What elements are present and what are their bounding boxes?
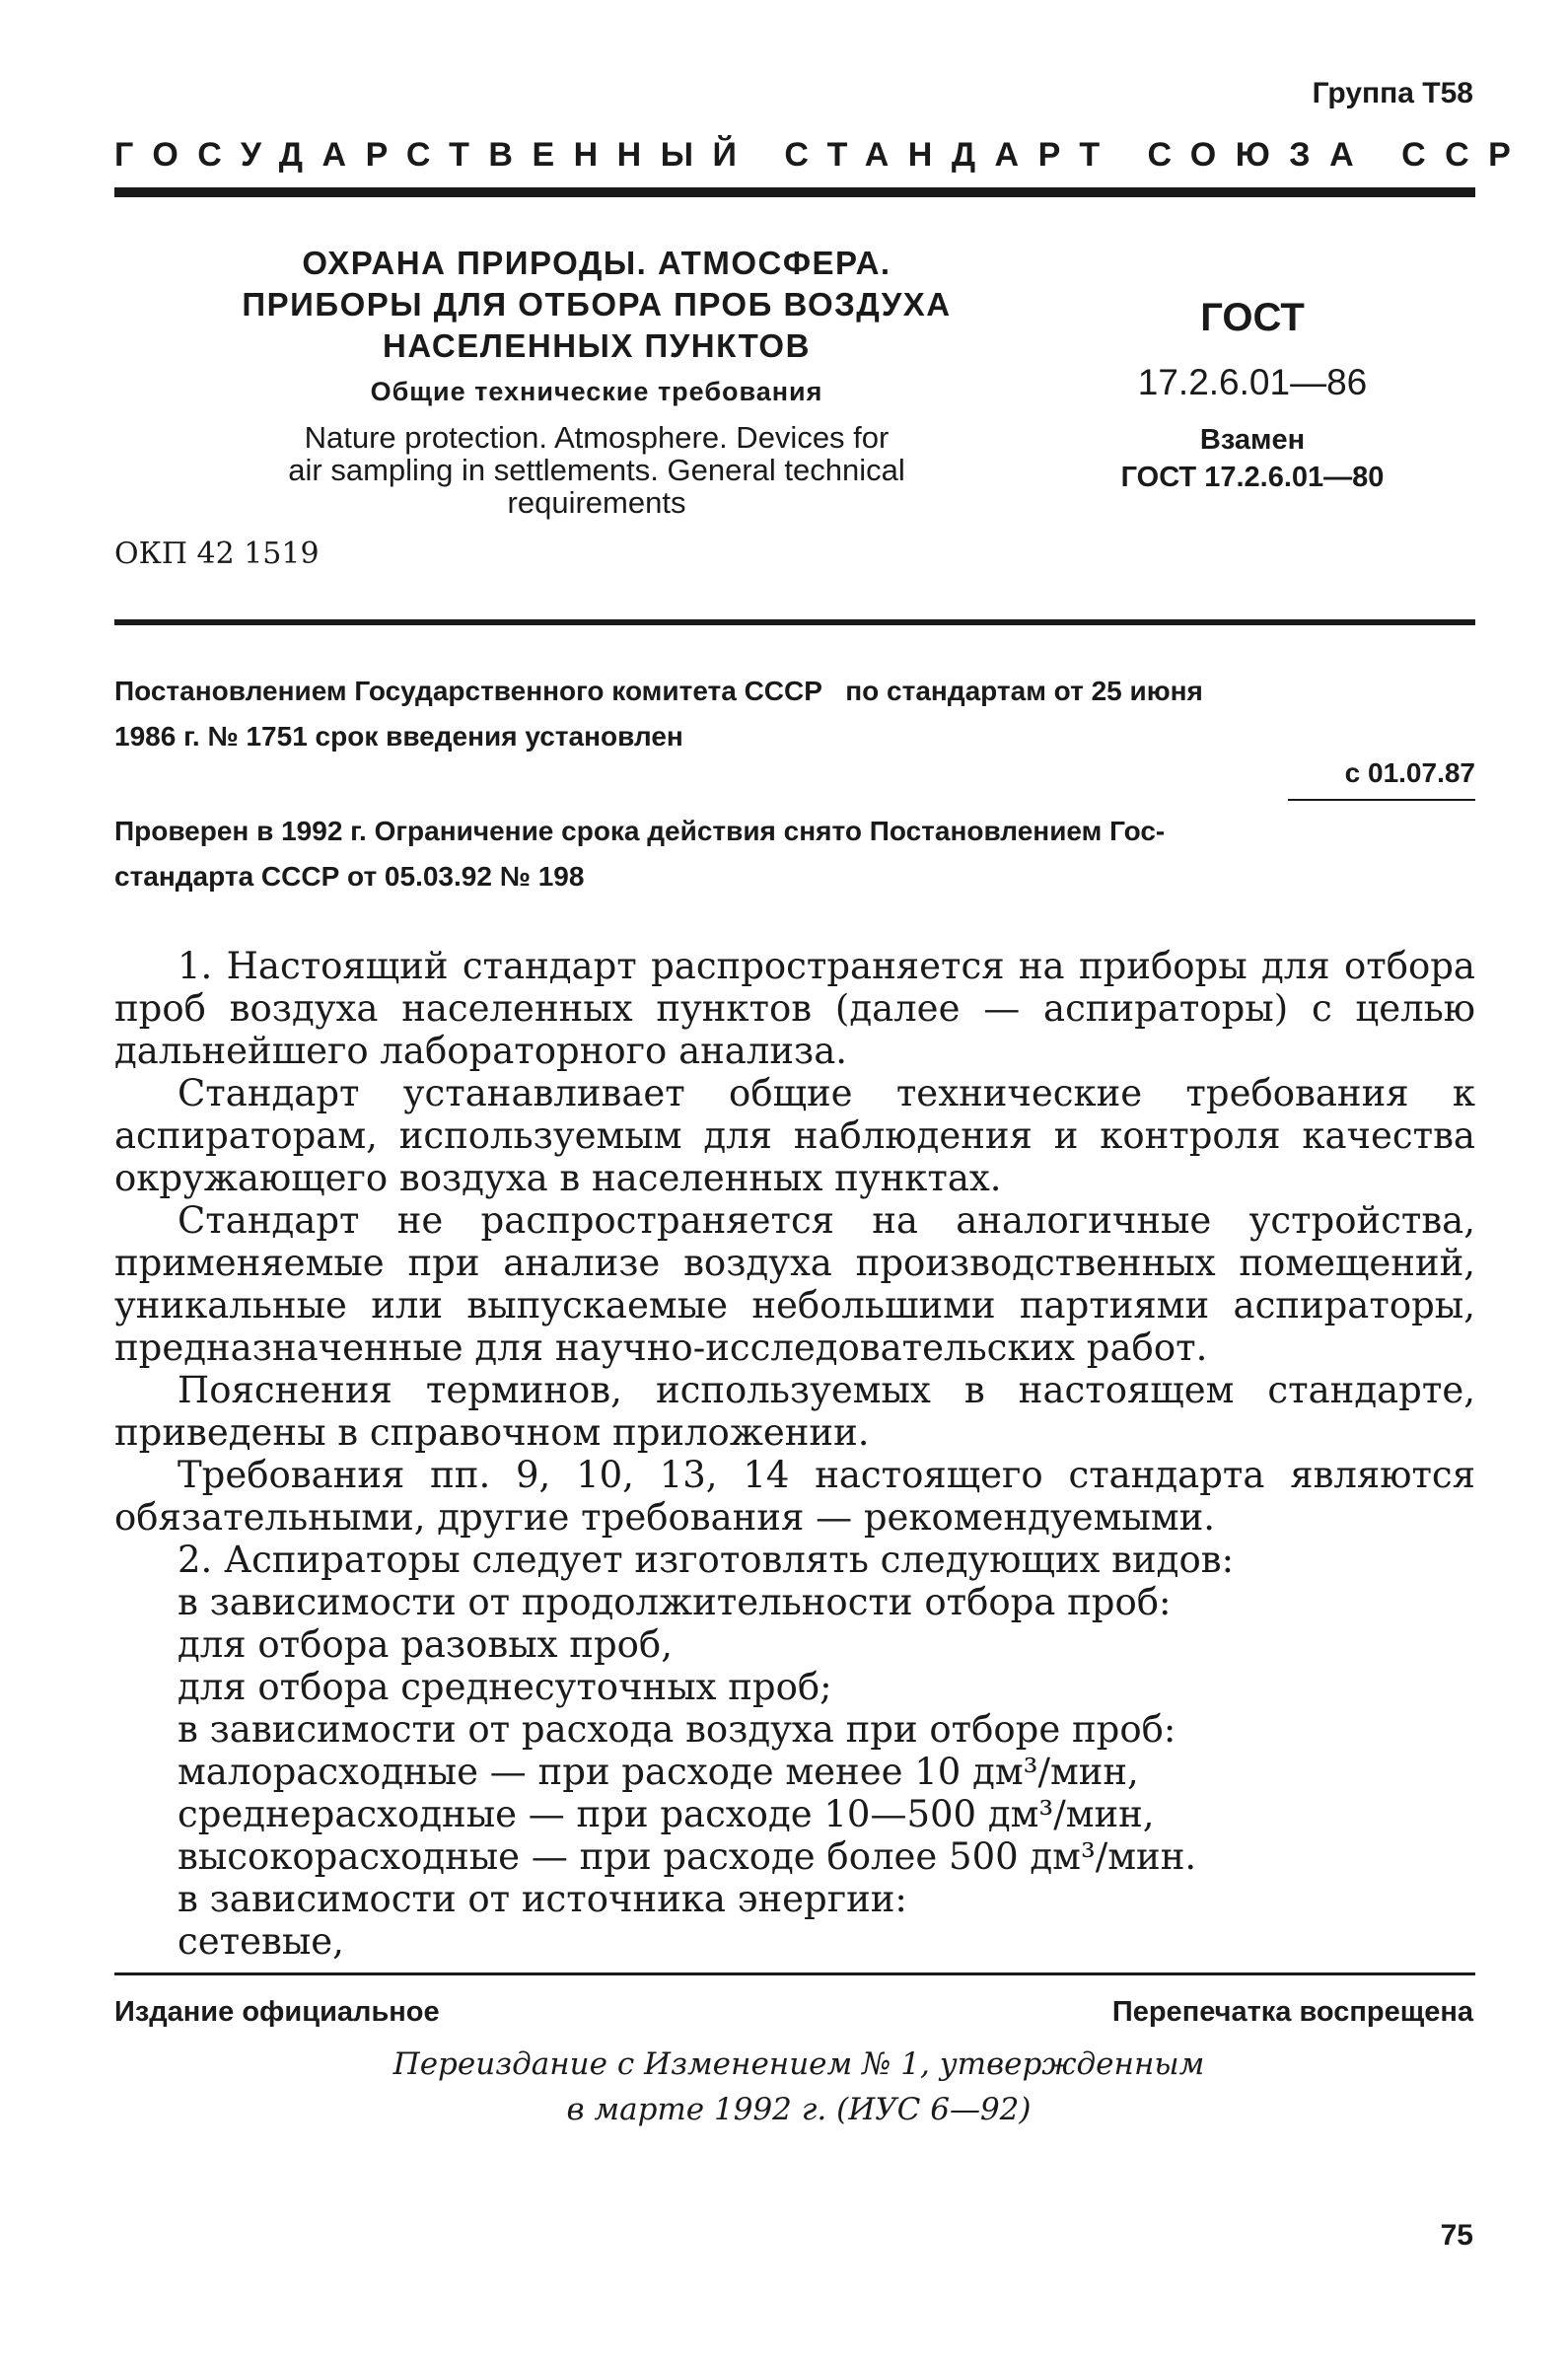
decree-line-2: 1986 г. № 1751 срок введения установлен [114,721,683,752]
title-english [197,421,996,519]
gost-block [1085,296,1420,496]
gost-instead [1085,421,1420,496]
paragraph-1: 1. Настоящий стандарт распространяется на приборы для отбора проб воздуха населенных пунктов (далее — аспираторы) с целью дальнейшего лабораторного анализа. [114,945,1475,1072]
date-rule [1288,799,1475,801]
gost-instead-number: ГОСТ 17.2.6.01—80 [1120,462,1385,493]
paragraph-4: Пояснения терминов, используемых в настоящем стандарте, приведены в справочном приложении. [114,1369,1475,1454]
page-number: 75 [1440,2219,1473,2252]
list-item: для отбора разовых проб, [178,1623,673,1666]
title-line-1: ОХРАНА ПРИРОДЫ. АТМОСФЕРА. [302,245,891,281]
body-text [114,945,1475,1963]
paragraph-3: Стандарт не распространяется на аналогичные устройства, применяемые при анализе воздуха производственных помещений, уникальные или выпускаемые небольшими партиями аспираторы, предназначенные для научно-исследовательских работ. [114,1199,1475,1369]
title-english-line-3: requirements [507,485,686,520]
title-rule [114,619,1475,625]
okp-code: ОКП 42 1519 [114,537,320,571]
title-line-2: ПРИБОРЫ ДЛЯ ОТБОРА ПРОБ ВОЗДУХА [242,286,952,323]
gost-word: ГОСТ [1200,296,1305,339]
title-english-line-2: air sampling in settlements. General technical [288,453,905,487]
list-item: в зависимости от продолжительности отбора проб: [178,1581,1172,1623]
state-standard-heading: ГОСУДАРСТВЕННЫЙ СТАНДАРТ СОЮЗА ССР [114,136,1531,174]
list-item: в зависимости от расхода воздуха при отборе проб: [178,1708,1176,1751]
decree-date: с 01.07.87 [1344,757,1475,788]
list-item: в зависимости от источника энергии: [178,1878,907,1920]
list-item: высокорасходные — при расходе более 500 дм³/мин. [178,1835,1197,1878]
list-item: малорасходные — при расходе менее 10 дм³/мин, [178,1751,1139,1793]
header-rule [114,187,1475,197]
gost-instead-label: Взамен [1199,424,1306,456]
title-line-3: НАСЕЛЕННЫХ ПУНКТОВ [383,327,811,364]
title-block [197,243,996,519]
reissue-note-line-2: в марте 1992 г. (ИУС 6—92) [566,2092,1032,2127]
official-edition: Издание официальное [114,1996,440,2028]
list-item: среднерасходные — при расходе 10—500 дм³/мин, [178,1793,1155,1835]
title-subtitle: Общие технические требования [370,377,823,406]
types-list [114,1581,1475,1963]
reprint-prohibited: Перепечатка воспрещена [1111,1996,1473,2028]
check-block [114,809,1475,899]
paragraph-6: 2. Аспираторы следует изготовлять следующих видов: [178,1539,1235,1581]
group-label: Группа Т58 [1312,77,1473,109]
title-english-line-1: Nature protection. Atmosphere. Devices for [304,420,890,455]
check-line-2: стандарта СССР от 05.03.92 № 198 [114,861,585,892]
list-item: для отбора среднесуточных проб; [178,1666,832,1708]
check-line-1: Проверен в 1992 г. Ограничение срока действия снято Постановлением Гос- [114,816,1166,846]
decree-line-1: Постановлением Государственного комитета СССР по стандартам от 25 июня [114,676,1203,706]
gost-number: 17.2.6.01—86 [1137,362,1368,402]
paragraph-5: Требования пп. 9, 10, 13, 14 настоящего стандарта являются обязательными, другие требования — рекомендуемыми. [114,1454,1475,1539]
paragraph-2: Стандарт устанавливает общие технические требования к аспираторам, используемым для наблюдения и контроля качества окружающего воздуха в населенных пунктах. [114,1072,1475,1199]
list-item: сетевые, [178,1920,344,1963]
reissue-note [197,2042,1400,2132]
reissue-note-line-1: Переиздание с Изменением № 1, утвержденным [392,2046,1205,2082]
decree-block [114,669,1475,759]
footer-rule [114,1972,1475,1975]
